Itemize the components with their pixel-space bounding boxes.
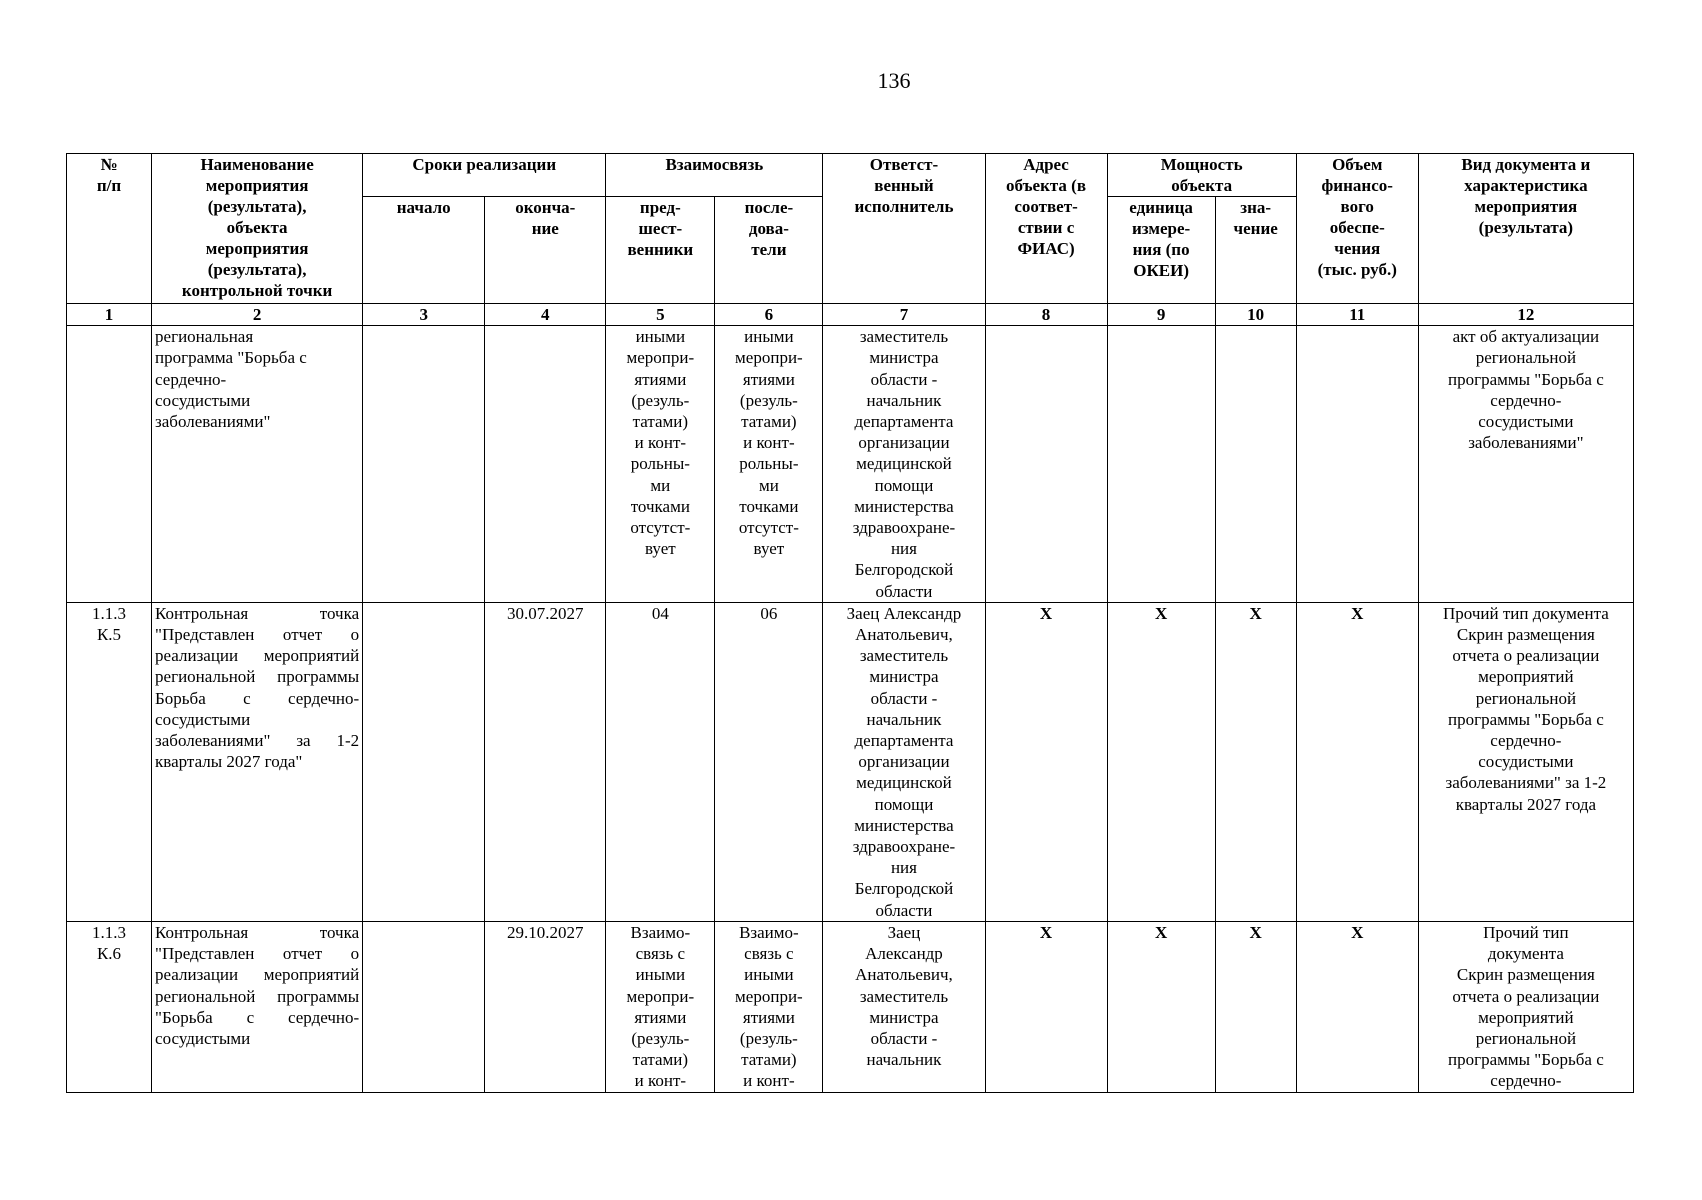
row-financing: X [1296, 921, 1418, 1092]
row-document: акт об актуализации региональной программы "Борьба с сердечно- сосудистыми заболеваниями" [1418, 326, 1633, 603]
table-row [67, 326, 1634, 603]
row-address [985, 326, 1107, 603]
row-unit [1107, 326, 1215, 603]
row-predecessors: Взаимо- связь с иными меропри- ятиями (резуль- татами) и конт- [606, 921, 715, 1092]
row-successors: 06 [715, 602, 823, 921]
table-row [67, 602, 1634, 921]
row-name: Контрольная точка "Представлен отчет о реализации мероприятий региональной программы Борьба с сердечно-сосудистыми заболеваниями" за 1-2 кварталы 2027 года" [152, 602, 363, 921]
row-end [485, 326, 606, 603]
column-number: 12 [1418, 304, 1633, 326]
header-unit: единица измере- ния (по ОКЕИ) [1107, 197, 1215, 304]
column-number: 3 [363, 304, 485, 326]
header-address: Адрес объекта (в соответ- ствии с ФИАС) [985, 154, 1107, 304]
row-name: Контрольная точка "Представлен отчет о реализации мероприятий региональной программы "Борьба с сердечно-сосудистыми [152, 921, 363, 1092]
row-end: 30.07.2027 [485, 602, 606, 921]
table-row [67, 921, 1634, 1092]
row-responsible: Заец Александр Анатольевич, заместитель министра области - начальник [823, 921, 985, 1092]
row-predecessors: 04 [606, 602, 715, 921]
header-name: Наименование мероприятия (результата), объекта мероприятия (результата), контрольной точки [152, 154, 363, 304]
row-start [363, 602, 485, 921]
row-document: Прочий тип документа Скрин размещения отчета о реализации мероприятий региональной программы "Борьба с сердечно- сосудистыми заболеваниями" за 1-2 кварталы 2027 года [1418, 602, 1633, 921]
header-financing: Объем финансо- вого обеспе- чения (тыс. руб.) [1296, 154, 1418, 304]
row-unit: X [1107, 921, 1215, 1092]
row-successors: иными меропри- ятиями (резуль- татами) и конт- рольны- ми точками отсутст- вует [715, 326, 823, 603]
column-number: 1 [67, 304, 152, 326]
row-responsible: Заец Александр Анатольевич, заместитель министра области - начальник департамента организации медицинской помощи министерства здравоохране- ния Белгородской области [823, 602, 985, 921]
header-implementation-period: Сроки реализации [363, 154, 606, 197]
row-financing [1296, 326, 1418, 603]
page-number: 136 [877, 68, 911, 93]
column-number: 7 [823, 304, 985, 326]
row-value: X [1215, 921, 1296, 1092]
row-start [363, 326, 485, 603]
column-number: 8 [985, 304, 1107, 326]
header-successors: после- дова- тели [715, 197, 823, 304]
row-document: Прочий тип документа Скрин размещения отчета о реализации мероприятий региональной программы "Борьба с сердечно- [1418, 921, 1633, 1092]
row-responsible: заместитель министра области - начальник департамента организации медицинской помощи министерства здравоохране- ния Белгородской области [823, 326, 985, 603]
row-address: X [985, 602, 1107, 921]
row-successors: Взаимо- связь с иными меропри- ятиями (резуль- татами) и конт- [715, 921, 823, 1092]
row-address: X [985, 921, 1107, 1092]
activities-table [66, 153, 1634, 1093]
row-predecessors: иными меропри- ятиями (резуль- татами) и конт- рольны- ми точками отсутст- вует [606, 326, 715, 603]
header-relationship: Взаимосвязь [606, 154, 823, 197]
row-number [67, 326, 152, 603]
row-number: 1.1.3 К.5 [67, 602, 152, 921]
header-end: оконча- ние [485, 197, 606, 304]
row-financing: X [1296, 602, 1418, 921]
header-value: зна- чение [1215, 197, 1296, 304]
row-name: региональная программа "Борьба с сердечно- сосудистыми заболеваниями" [152, 326, 363, 603]
column-number: 9 [1107, 304, 1215, 326]
column-number: 4 [485, 304, 606, 326]
row-number: 1.1.3 К.6 [67, 921, 152, 1092]
row-end: 29.10.2027 [485, 921, 606, 1092]
header-predecessors: пред- шест- венники [606, 197, 715, 304]
column-number: 2 [152, 304, 363, 326]
row-value [1215, 326, 1296, 603]
row-unit: X [1107, 602, 1215, 921]
table-header [67, 154, 1634, 304]
header-number: № п/п [67, 154, 152, 304]
column-number: 5 [606, 304, 715, 326]
column-number: 6 [715, 304, 823, 326]
header-responsible: Ответст- венный исполнитель [823, 154, 985, 304]
header-start: начало [363, 197, 485, 304]
header-document-type: Вид документа и характеристика мероприятия (результата) [1418, 154, 1633, 304]
row-value: X [1215, 602, 1296, 921]
header-capacity: Мощность объекта [1107, 154, 1296, 197]
row-start [363, 921, 485, 1092]
column-number: 10 [1215, 304, 1296, 326]
column-number-row [67, 304, 1634, 326]
column-number: 11 [1296, 304, 1418, 326]
